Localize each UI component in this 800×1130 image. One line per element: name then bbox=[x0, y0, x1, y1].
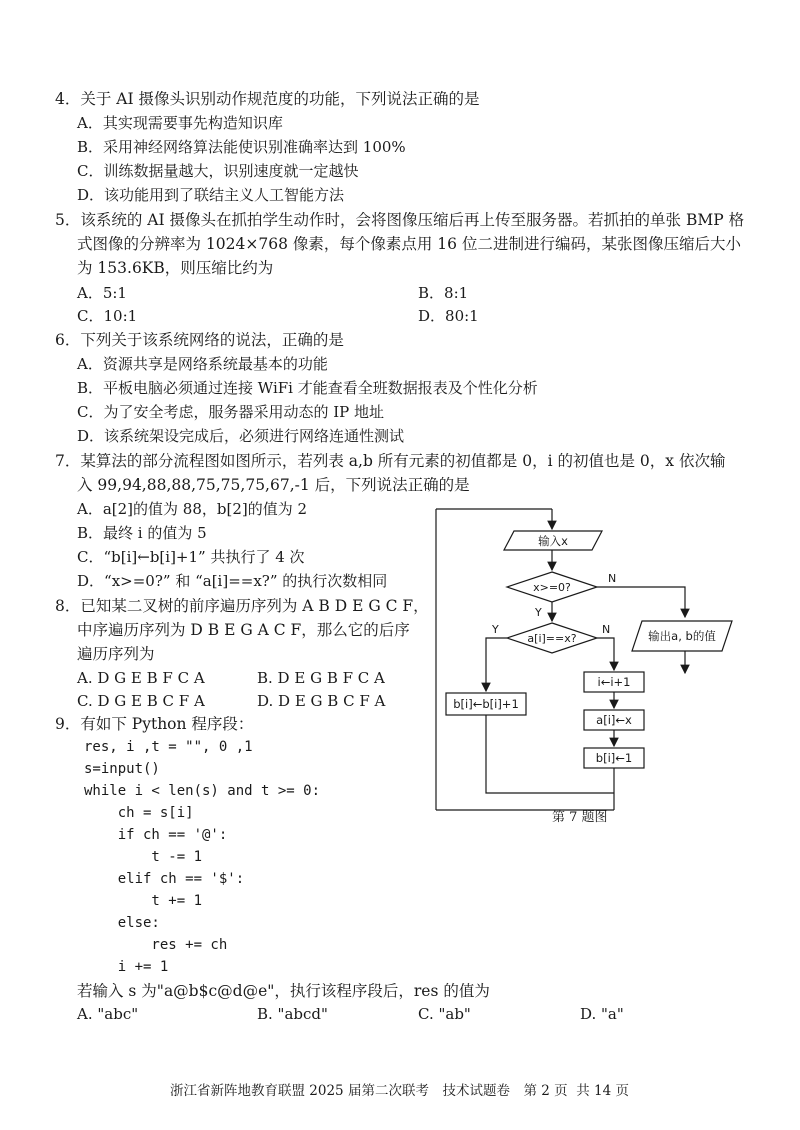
q6-option-c: C．为了安全考虑，服务器采用动态的 IP 地址 bbox=[77, 403, 385, 421]
q8-option-d: D. D E G B C F A bbox=[257, 692, 386, 710]
page-footer: 浙江省新阵地教育联盟 2025 届第二次联考 技术试题卷 第 2 页 共 14 页 bbox=[170, 1083, 629, 1099]
flow-cond1-text: x>=0? bbox=[533, 581, 571, 594]
flow-cond2-no-label: N bbox=[602, 623, 611, 636]
q4-stem: 4．关于 AI 摄像头识别动作规范度的功能，下列说法正确的是 bbox=[55, 90, 480, 108]
code-line-9: else: bbox=[84, 915, 160, 931]
q7-stem-line1: 7．某算法的部分流程图如图所示，若列表 a,b 所有元素的初值都是 0，i 的初值也是 0，x 依次输 bbox=[55, 452, 726, 470]
flow-set-b-text: b[i]←1 bbox=[595, 751, 633, 765]
flow-output-text: 输出a, b的值 bbox=[648, 629, 716, 643]
q5-option-b: B．8:1 bbox=[418, 284, 469, 302]
code-line-2: s=input() bbox=[84, 761, 160, 777]
code-line-8: t += 1 bbox=[84, 893, 203, 909]
q5-option-c: C．10:1 bbox=[77, 307, 138, 325]
q7-option-d: D．“x>=0?” 和 “a[i]==x?” 的执行次数相同 bbox=[77, 572, 388, 590]
code-line-6: t -= 1 bbox=[84, 849, 203, 865]
q9-option-b: B. "abcd" bbox=[257, 1005, 328, 1023]
flow-cond2-text: a[i]==x? bbox=[527, 632, 577, 645]
code-line-5: if ch == '@': bbox=[84, 827, 228, 843]
q6-stem: 6．下列关于该系统网络的说法，正确的是 bbox=[55, 331, 344, 349]
q5-option-d: D．80:1 bbox=[418, 307, 479, 325]
q9-option-c: C. "ab" bbox=[418, 1005, 471, 1023]
q5-stem-line3: 为 153.6KB，则压缩比约为 bbox=[77, 259, 274, 277]
q5-stem-line1: 5．该系统的 AI 摄像头在抓拍学生动作时，会将图像压缩后再上传至服务器。若抓拍的单张 BMP 格 bbox=[55, 211, 745, 229]
flow-cond1-yes-label: Y bbox=[535, 606, 542, 619]
q7-option-a: A．a[2]的值为 88，b[2]的值为 2 bbox=[77, 500, 308, 518]
q6-option-d: D．该系统架设完成后，必须进行网络连通性测试 bbox=[77, 427, 405, 445]
q6-option-b: B．平板电脑必须通过连接 WiFi 才能查看全班数据报表及个性化分析 bbox=[77, 379, 538, 397]
q4-option-a: A．其实现需要事先构造知识库 bbox=[77, 114, 283, 132]
code-line-10: res += ch bbox=[84, 937, 228, 953]
q8-option-a: A. D G E B F C A bbox=[77, 669, 205, 687]
flow-inc-i-text: i←i+1 bbox=[597, 675, 631, 689]
q4-option-c: C．训练数据量越大，识别速度就一定越快 bbox=[77, 162, 359, 180]
q7-option-b: B．最终 i 的值为 5 bbox=[77, 524, 207, 542]
q9-stem: 9．有如下 Python 程序段： bbox=[55, 715, 254, 733]
code-line-4: ch = s[i] bbox=[84, 805, 194, 821]
q8-stem-line1: 8．已知某二叉树的前序遍历序列为 A B D E G C F， bbox=[55, 597, 429, 615]
flow-cond2-no-path bbox=[597, 638, 614, 670]
code-line-1: res, i ,t = "", 0 ,1 bbox=[84, 739, 253, 755]
code-line-11: i += 1 bbox=[84, 959, 169, 975]
q7-stem-line2: 入 99,94,88,88,75,75,75,67,-1 后，下列说法正确的是 bbox=[77, 476, 470, 494]
code-line-3: while i < len(s) and t >= 0: bbox=[84, 783, 321, 799]
q9-option-a: A. "abc" bbox=[77, 1005, 139, 1023]
q9-option-d: D. "a" bbox=[580, 1005, 624, 1023]
q4-option-d: D．该功能用到了联结主义人工智能方法 bbox=[77, 186, 345, 204]
flow-cond2-yes-label: Y bbox=[492, 623, 499, 636]
q7-option-c: C．“b[i]←b[i]+1” 共执行了 4 次 bbox=[77, 548, 305, 566]
flow-cond1-no-label: N bbox=[608, 572, 617, 585]
flow-cond1-no-path bbox=[597, 587, 685, 617]
q5-stem-line2: 式图像的分辨率为 1024×768 像素，每个像素点用 16 位二进制进行编码，某张图像压缩后大小 bbox=[77, 235, 741, 253]
flow-inc-b-text: b[i]←b[i]+1 bbox=[453, 697, 519, 711]
q4-option-b: B．采用神经网络算法能使识别准确率达到 100% bbox=[77, 138, 406, 156]
q9-question: 若输入 s 为"a@b$c@d@e"，执行该程序段后，res 的值为 bbox=[77, 982, 490, 1000]
q8-stem-line2: 中序遍历序列为 D B E G A C F，那么它的后序 bbox=[77, 621, 410, 639]
q8-option-b: B. D E G B F C A bbox=[257, 669, 385, 687]
q6-option-a: A．资源共享是网络系统最基本的功能 bbox=[77, 355, 328, 373]
flow-cond2-yes-path bbox=[486, 638, 507, 691]
flow-input-text: 输入x bbox=[538, 534, 568, 548]
q8-stem-line3: 遍历序列为 bbox=[77, 645, 155, 663]
flow-set-a-text: a[i]←x bbox=[596, 713, 632, 727]
code-line-7: elif ch == '$': bbox=[84, 871, 245, 887]
q5-option-a: A．5:1 bbox=[77, 284, 127, 302]
q7-figure-caption: 第 7 题图 bbox=[552, 810, 608, 825]
q8-option-c: C. D G E B C F A bbox=[77, 692, 205, 710]
q7-flowchart bbox=[432, 505, 767, 815]
